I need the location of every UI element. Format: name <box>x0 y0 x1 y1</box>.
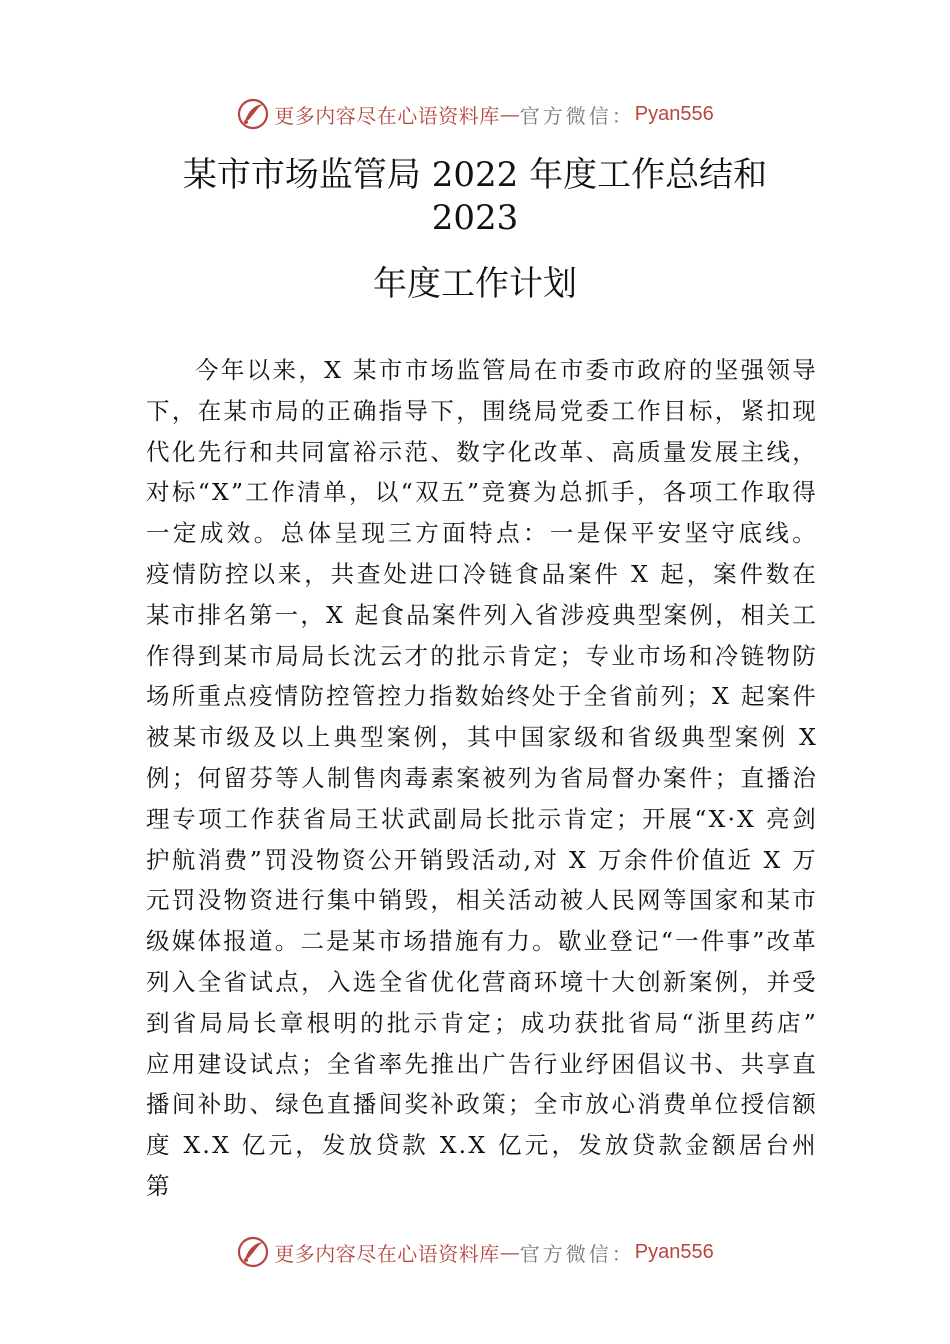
watermark-wechat-label: 官方微信： <box>519 103 635 128</box>
document-title-line2: 2023 <box>431 198 519 238</box>
watermark-brand-text: 更多内容尽在心语资料库 <box>274 103 500 128</box>
footer-watermark <box>0 1232 950 1272</box>
document-body-paragraph: 今年以来，X 某市市场监管局在市委市政府的坚强领导下，在某市局的正确指导下，围绕局党委工作目标，紧扣现代化先行和共同富裕示范、数字化改革、高质量发展主线， 对标“X”工作清单，以“双五”竞赛为总抓手，各项工作取得一定成效。总体呈现三方面特点：一是保平安坚守底线。 疫情防控以来，共查处进口冷链食品案件 X 起，案件数在某市排名第一，X 起食品案件列入省涉疫典型案例，相关工作得到某市局局长沈云才的批示肯定；专业市场和冷链物防场所重点疫情防控管控力指数始终处于全省前列；X 起案件被某市级及以上典型案例，其中国家级和省级典型案例 X 例；何留芬等人制售肉毒素案被列为省局督办案件；直播治理专项工作获省局王状武副局长批示肯定；开展“X·X 亮剑护航消费”罚没物资公开销毁活动,对 X 万余件价值近 X 万元罚没物资进行集中销毁，相关活动被人民网等国家和某市级媒体报道。二是某市场措施有力。歇业登记“一件事”改革列入全省试点，入选全省优化营商环境十大创新案例，并受到省局局长章根明的批示肯定；成功获批省局“浙里药店” 应用建设试点；全省率先推出广告行业纾困倡议书、共享直播间补助、绿色直播间奖补政策；全市放心消费单位授信额度 X.X 亿元，发放贷款 X.X 亿元，发放贷款金额居台州第 <box>146 356 818 1200</box>
header-watermark <box>0 94 950 134</box>
document-title-line1: 某市市场监管局 2022 年度工作总结和 <box>182 155 768 195</box>
logo-icon <box>236 1235 270 1269</box>
watermark-wechat-id: Pyan556 <box>634 102 714 125</box>
logo-icon <box>236 97 270 131</box>
watermark-wechat-label: 官方微信： <box>519 1241 635 1266</box>
watermark-brand-text: 更多内容尽在心语资料库 <box>274 1241 500 1266</box>
watermark-separator: — <box>499 102 520 126</box>
watermark-wechat-id: Pyan556 <box>634 1240 714 1263</box>
watermark-separator: — <box>499 1240 520 1264</box>
document-title-line3: 年度工作计划 <box>373 264 577 304</box>
